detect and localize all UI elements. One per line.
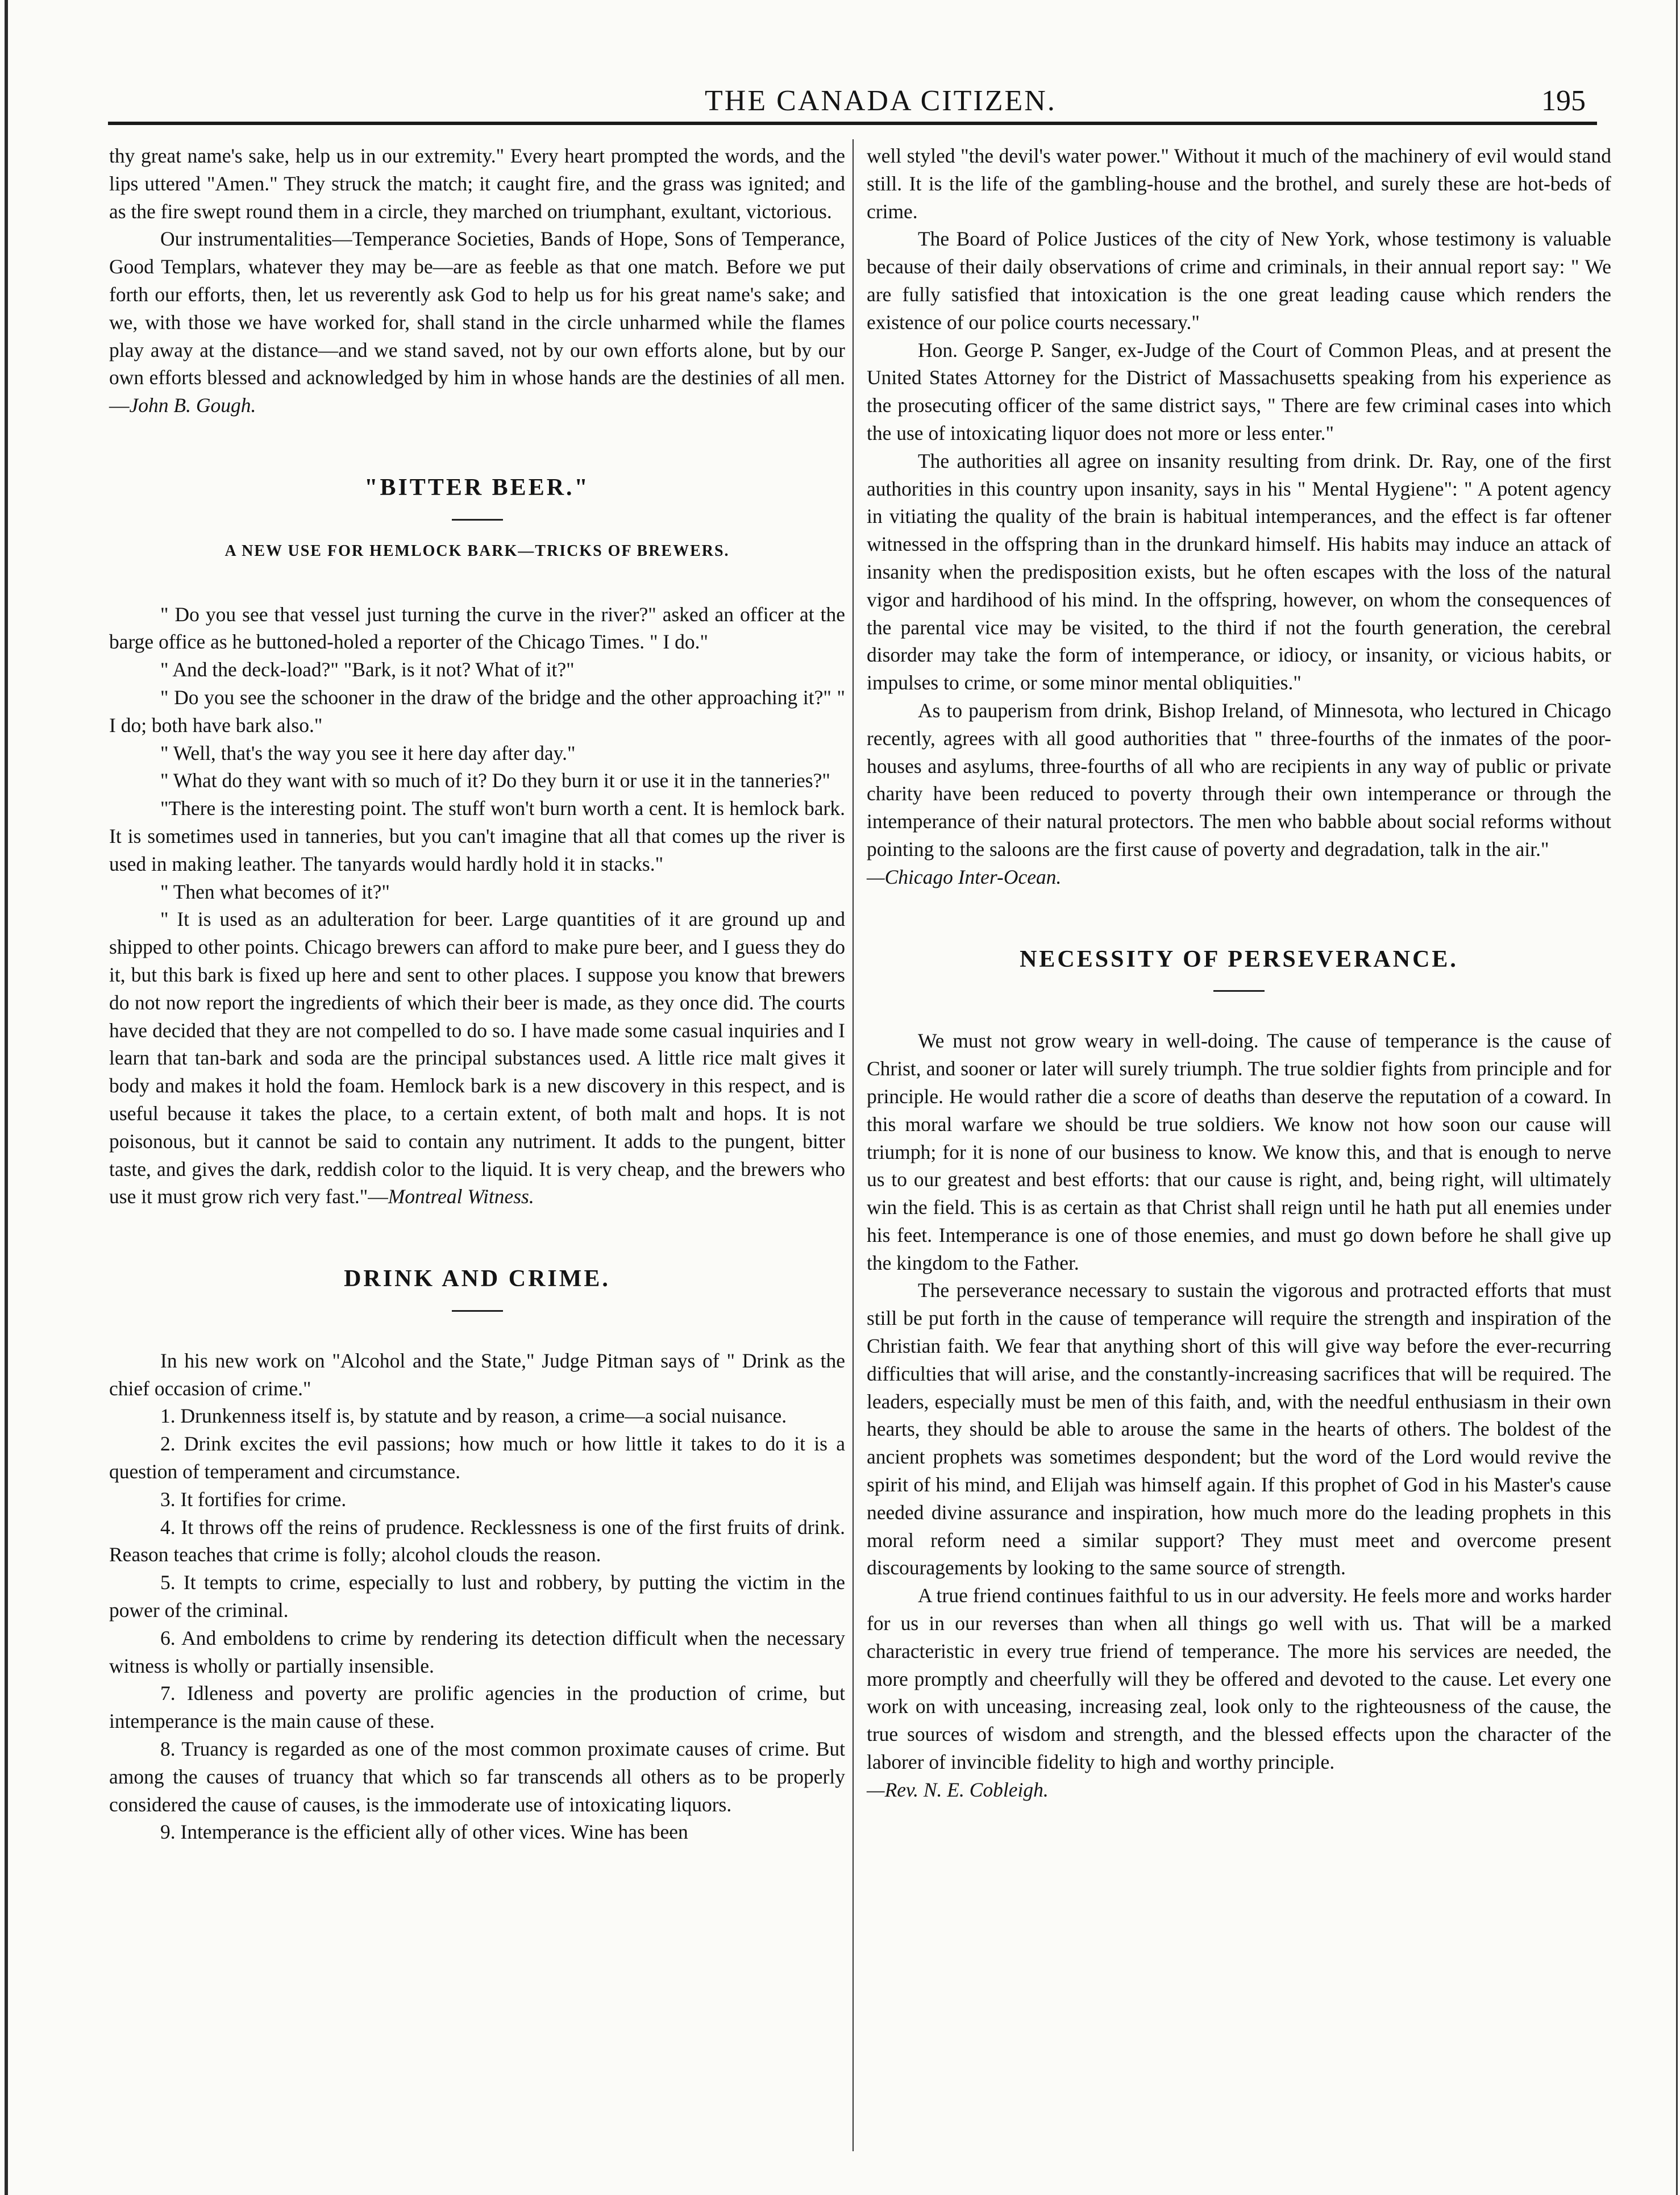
list-item: 4. It throws off the reins of prudence. Recklessness is one of the first fruits of drink. Reason teaches that crime is folly; alcohol clouds the reason. — [109, 1515, 845, 1566]
paragraph: A true friend continues faithful to us in our adversity. He feels more and works harder for us in our reverses than when all things go well with us. That will be a marked characteristic in every true friend of temperance. The more his services are needed, the more promptly and cheerfully will they be offered and devoted to the cause. Let every one work on with unceasing, increasing zeal, look only to the righteousness of the cause, the true sources of wisdom and strength, and the blessed effects upon the character of the laborer of invincible fidelity to high and worthy principle. — [867, 1584, 1611, 1774]
paragraph: The perseverance necessary to sustain the vigorous and protracted efforts that must still be put forth in the cause of temperance will require the strength and inspiration of the Christian faith. We fear that anything short of this will give way before the ever-recurring difficulties that will arise, and the constantly-increasing sacrifices that will be required. The leaders, especially must be men of this faith, and, with the needful enthusiasm in their own hearts, they should be able to arouse the same in the hearts of others. The boldest of the ancient prophets was sometimes despondent; but the word of the Lord would revive the spirit of his mind, and Elijah was himself again. If this prophet of God in his Master's cause needed divine assurance and inspiration, how much more do the leading prophets in this moral reform need a similar support? They must meet and overcome present discouragements by looking to the same source of strength. — [867, 1279, 1611, 1579]
scan-edge-left — [5, 0, 8, 2195]
list-item: 7. Idleness and poverty are prolific agencies in the production of crime, but intemperance is the main cause of these. — [109, 1682, 845, 1733]
list-item: 3. It fortifies for crime. — [160, 1487, 347, 1511]
list-item: 2. Drink excites the evil passions; how much or how little it takes to do it is a question of temperament and circumstance. — [109, 1432, 845, 1483]
paragraph: " Then what becomes of it?" — [160, 880, 390, 903]
article-title-bitter-beer: "BITTER BEER." — [364, 474, 590, 501]
left-column — [109, 142, 845, 1846]
publication-title: THE CANADA CITIZEN. — [705, 85, 1057, 117]
paragraph: well styled "the devil's water power." Without it much of the machinery of evil would stand still. It is the life of the gambling-house and the brothel, and surely these are hot-beds of crime. — [867, 144, 1611, 223]
byline: John B. Gough. — [129, 394, 256, 417]
list-item: 9. Intemperance is the efficient ally of other vices. Wine has been — [160, 1820, 688, 1844]
paragraph: " It is used as an adulteration for beer. Large quantities of it are ground up and shipped to other points. Chicago brewers can afford to make pure beer, and I guess they do it, but this bark is fixed up here and sent to other places. I suppose you know that brewers do not now report the ingredients of which their beer is made, as they once did. The courts have decided that they are not compelled to do so. I have made some casual inquiries and I learn that tan-bark and soda are the principal substances used. A little rice malt gives it body and makes it hold the foam. Hemlock bark is a new discovery in this respect, and is useful because it takes the place, to a certain extent, of both malt and hops. It is not poisonous, but it cannot be said to contain any nutriment. It adds to the pungent, bitter taste, and gives the dark, reddish color to the liquid. It is very cheap, and the brewers who use it must grow rich very fast."—Montreal Witness. — [109, 908, 845, 1208]
paragraph: thy great name's sake, help us in our extremity." Every heart prompted the words, and the lips uttered "Amen." They struck the match; it caught fire, and the grass was ignited; and as the fire swept round them in a circle, they marched on triumphant, exultant, victorious. — [109, 144, 845, 223]
header-rule — [108, 122, 1597, 125]
source-credit: —Rev. N. E. Cobleigh. — [867, 1778, 1049, 1801]
paragraph: Hon. George P. Sanger, ex-Judge of the Court of Common Pleas, and at present the United States Attorney for the District of Massachusetts speaking from his experience as the prosecuting officer of the same district says, " There are few criminal cases into which the use of intoxicating liquor does not more or less enter." — [867, 338, 1611, 444]
paragraph: The Board of Police Justices of the city of New York, whose testimony is valuable because of their daily observations of crime and criminals, in their annual report say: " We are fully satisfied that intoxication is the one great leading cause which renders the existence of our police courts necessary." — [867, 227, 1611, 334]
column-divider — [853, 139, 854, 2151]
paragraph: " Do you see that vessel just turning the curve in the river?" asked an officer at the barge office as he buttoned-holed a reporter of the Chicago Times. " I do." — [109, 602, 845, 654]
paragraph: We must not grow weary in well-doing. The cause of temperance is the cause of Christ, and sooner or later will surely triumph. The true soldier fights from principle and for principle. He would rather die a score of deaths than deserve the reputation of a coward. In this moral warfare we should be true soldiers. We know not how soon our cause will triumph; for it is none of our business to know. We know this, and that is enough to nerve us to our greatest and best efforts: that our cause is right, and, being right, will ultimately win the field. This is as certain as that Christ shall reign until he hath put all enemies under his feet. Intemperance is one of those enemies, and must go down before he shall give up the kingdom to the Father. — [867, 1029, 1611, 1274]
paragraph: In his new work on "Alcohol and the State," Judge Pitman says of " Drink as the chief occasion of crime." — [109, 1349, 845, 1400]
source-credit: Montreal Witness. — [388, 1185, 534, 1208]
paragraph: As to pauperism from drink, Bishop Ireland, of Minnesota, who lectured in Chicago recently, agrees with all good authorities that " three-fourths of the inmates of the poor-houses and asylums, three-fourths of all who are recipients in any way of public or private charity have been reduced to poverty through their own intemperance or through the intemperance of their natural protectors. The men who babble about social reforms without pointing to the saloons are the first cause of poverty and degradation, talk in the air." — [867, 699, 1611, 860]
list-item: 6. And emboldens to crime by rendering its detection difficult when the necessary witness is wholly or partially insensible. — [109, 1626, 845, 1677]
right-column — [867, 142, 1611, 1804]
source-credit: —Chicago Inter-Ocean. — [867, 865, 1062, 888]
scan-edge-right — [1676, 0, 1678, 2195]
paragraph: " What do they want with so much of it? Do they burn it or use it in the tanneries?" — [160, 769, 830, 792]
list-item: 1. Drunkenness itself is, by statute and by reason, a crime—a social nuisance. — [160, 1404, 787, 1428]
list-item: 5. It tempts to crime, especially to lust and robbery, by putting the victim in the power of the criminal. — [109, 1571, 845, 1622]
paragraph: "There is the interesting point. The stuff won't burn worth a cent. It is hemlock bark. It is sometimes used in tanneries, but you can't imagine that all that comes up the river is used in making leather. The tanyards would hardly hold it in stacks." — [109, 797, 845, 875]
paragraph: " Do you see the schooner in the draw of the bridge and the other approaching it?" " I do; both have bark also." — [109, 685, 845, 737]
paragraph: " And the deck-load?" "Bark, is it not? What of it?" — [160, 658, 575, 681]
list-item: 8. Truancy is regarded as one of the most common proximate causes of crime. But among the causes of truancy that which so far transcends all others as to be properly considered the cause of causes, is the immoderate use of intoxicating liquors. — [109, 1737, 845, 1816]
article-subtitle: A NEW USE FOR HEMLOCK BARK—TRICKS OF BREWERS. — [224, 542, 730, 560]
paragraph: " Well, that's the way you see it here day after day." — [160, 741, 576, 764]
page-number: 195 — [1541, 85, 1586, 117]
masthead — [108, 84, 1597, 124]
article-title-drink-crime: DRINK AND CRIME. — [344, 1266, 610, 1292]
article-title-perseverance: NECESSITY OF PERSEVERANCE. — [1020, 946, 1458, 972]
paragraph: Our instrumentalities—Temperance Societies, Bands of Hope, Sons of Temperance, Good Templars, whatever they may be—are as feeble as that one match. Before we put forth our efforts, then, let us reverently ask God to help us for his great name's sake; and we, with those we have worked for, shall stand in the circle unharmed while the flames play away at the distance—and we stand saved, not by our own efforts alone, but by our own efforts blessed and acknowledged by him in whose hands are the destinies of all men.—John B. Gough. — [109, 227, 845, 417]
paragraph: The authorities all agree on insanity resulting from drink. Dr. Ray, one of the first authorities in this country upon insanity, says in his " Mental Hygiene": " A potent agency in vitiating the quality of the brain is habitual intemperances, and the effect is far oftener witnessed in the offspring than in the drunkard himself. His habits may induce an attack of insanity when the predisposition exists, but he often escapes with the loss of the natural vigor and hardihood of his mind. In the offspring, however, on whom the consequences of the parental vice may be visited, to the third if not the fourth generation, the cerebral disorder may take the form of intemperance, or idiocy, or insanity, or vicious habits, or impulses to crime, or some minor mental obliquities." — [867, 449, 1611, 695]
